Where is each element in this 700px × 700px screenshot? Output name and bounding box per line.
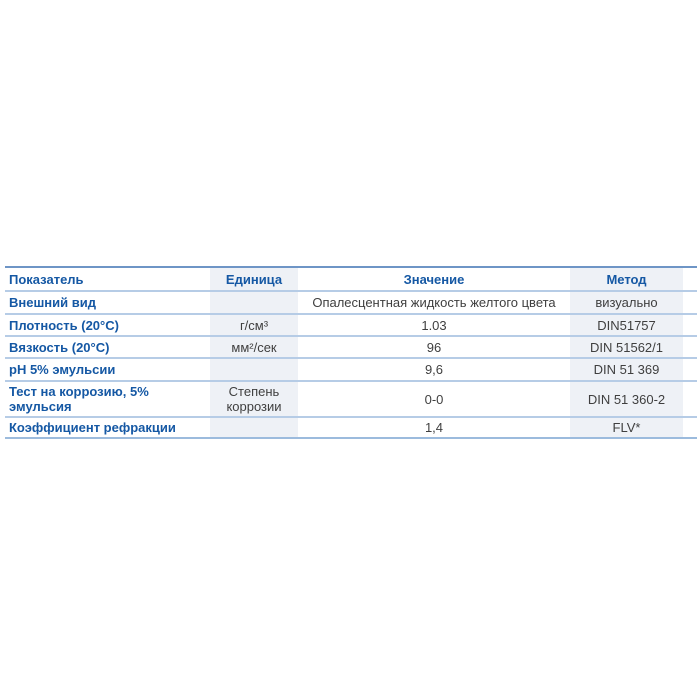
spacer-cell <box>683 381 697 417</box>
table-row <box>5 336 697 358</box>
spacer-cell <box>683 417 697 438</box>
cell-value: Опалесцентная жидкость желтого цвета <box>298 291 570 314</box>
spacer-cell <box>683 336 697 358</box>
table-row <box>5 381 697 417</box>
table-header-row <box>5 267 697 291</box>
cell-method: FLV* <box>570 417 683 438</box>
cell-unit: Степень коррозии <box>210 381 298 417</box>
cell-method: DIN51757 <box>570 314 683 336</box>
table-row <box>5 314 697 336</box>
cell-indicator: Коэффициент рефракции <box>5 417 210 438</box>
spacer-cell <box>683 358 697 381</box>
spacer-column <box>683 267 697 291</box>
cell-indicator: pH 5% эмульсии <box>5 358 210 381</box>
cell-unit <box>210 291 298 314</box>
cell-indicator: Тест на коррозию, 5% эмульсия <box>5 381 210 417</box>
cell-indicator: Вязкость (20°C) <box>5 336 210 358</box>
cell-value: 1.03 <box>298 314 570 336</box>
cell-method: визуально <box>570 291 683 314</box>
table-row <box>5 358 697 381</box>
spacer-cell <box>683 314 697 336</box>
col-header-unit: Единица <box>210 267 298 291</box>
product-specs-table <box>5 266 697 439</box>
cell-unit <box>210 417 298 438</box>
cell-method: DIN 51562/1 <box>570 336 683 358</box>
cell-method: DIN 51 369 <box>570 358 683 381</box>
cell-indicator: Внешний вид <box>5 291 210 314</box>
cell-indicator: Плотность (20°C) <box>5 314 210 336</box>
cell-value: 1,4 <box>298 417 570 438</box>
col-header-method: Метод <box>570 267 683 291</box>
cell-value: 9,6 <box>298 358 570 381</box>
table-row <box>5 291 697 314</box>
cell-unit <box>210 358 298 381</box>
cell-value: 96 <box>298 336 570 358</box>
cell-method: DIN 51 360-2 <box>570 381 683 417</box>
col-header-value: Значение <box>298 267 570 291</box>
table-row <box>5 417 697 438</box>
cell-value: 0-0 <box>298 381 570 417</box>
col-header-indicator: Показатель <box>5 267 210 291</box>
cell-unit: г/см³ <box>210 314 298 336</box>
spacer-cell <box>683 291 697 314</box>
cell-unit: мм²/сек <box>210 336 298 358</box>
